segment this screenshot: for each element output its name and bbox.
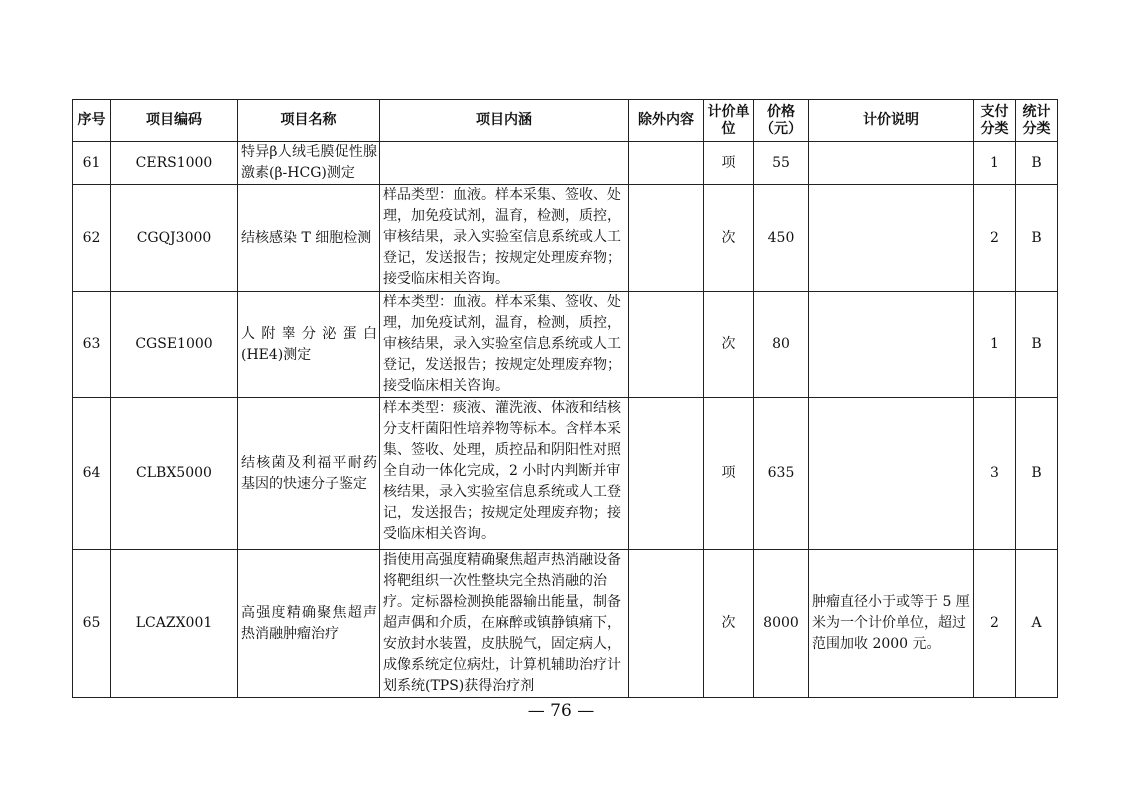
row-unit: 项	[704, 398, 754, 550]
header-exclusion: 除外内容	[629, 100, 704, 142]
row-content: 样本类型：痰液、灌洗液、体液和结核分支杆菌阳性培养物等标本。含样本采集、签收、处理，质控品和阴阳性对照全自动一体化完成，2 小时内判断并审核结果，录入实验室信息系统或人工登记，发送报告；按规定处理废弃物；接受临床相关咨询。	[380, 398, 629, 550]
row-code: CGSE1000	[111, 292, 238, 398]
table-row	[73, 185, 1058, 292]
price-table	[72, 99, 1058, 698]
table-row	[73, 398, 1058, 550]
row-price: 80	[754, 292, 809, 398]
row-payment-class: 3	[974, 398, 1016, 550]
row-stat-class: B	[1016, 185, 1058, 292]
row-exclusion	[629, 292, 704, 398]
row-name: 人附睾分泌蛋白(HE4)测定	[238, 292, 380, 398]
row-payment-class: 2	[974, 550, 1016, 698]
row-unit: 次	[704, 292, 754, 398]
row-unit: 次	[704, 185, 754, 292]
row-pricing-note: 肿瘤直径小于或等于 5 厘米为一个计价单位，超过范围加收 2000 元。	[809, 550, 974, 698]
row-pricing-note	[809, 142, 974, 185]
row-price: 8000	[754, 550, 809, 698]
row-seq: 64	[73, 398, 111, 550]
row-exclusion	[629, 550, 704, 698]
row-payment-class: 1	[974, 292, 1016, 398]
header-payment-class: 支付分类	[974, 100, 1016, 142]
row-code: CLBX5000	[111, 398, 238, 550]
row-price: 450	[754, 185, 809, 292]
header-row	[73, 100, 1058, 142]
row-exclusion	[629, 398, 704, 550]
row-seq: 62	[73, 185, 111, 292]
table-row	[73, 550, 1058, 698]
row-stat-class: B	[1016, 398, 1058, 550]
row-name: 高强度精确聚焦超声热消融肿瘤治疗	[238, 550, 380, 698]
row-seq: 65	[73, 550, 111, 698]
row-name: 特异β人绒毛膜促性腺激素(β-HCG)测定	[238, 142, 380, 185]
row-pricing-note	[809, 398, 974, 550]
row-content: 指使用高强度精确聚焦超声热消融设备将靶组织一次性整块完全热消融的治疗。定标器检测换能器输出能量，制备超声偶和介质，在麻醉或镇静镇痛下，安放封水装置，皮肤脱气，固定病人，成像系统定位病灶，计算机辅助治疗计划系统(TPS)获得治疗剂	[380, 550, 629, 698]
header-seq: 序号	[73, 100, 111, 142]
row-stat-class: B	[1016, 142, 1058, 185]
row-content: 样本类型：血液。样本采集、签收、处理，加免疫试剂，温育，检测，质控，审核结果，录入实验室信息系统或人工登记，发送报告；按规定处理废弃物；接受临床相关咨询。	[380, 292, 629, 398]
row-name: 结核感染 T 细胞检测	[238, 185, 380, 292]
row-unit: 项	[704, 142, 754, 185]
row-stat-class: B	[1016, 292, 1058, 398]
header-pricing-note: 计价说明	[809, 100, 974, 142]
table-row	[73, 292, 1058, 398]
row-pricing-note	[809, 292, 974, 398]
table-row	[73, 142, 1058, 185]
row-price: 635	[754, 398, 809, 550]
page-number: — 76 —	[527, 701, 595, 721]
row-unit: 次	[704, 550, 754, 698]
row-code: CERS1000	[111, 142, 238, 185]
header-name: 项目名称	[238, 100, 380, 142]
header-stat-class: 统计分类	[1016, 100, 1058, 142]
row-name: 结核菌及利福平耐药基因的快速分子鉴定	[238, 398, 380, 550]
row-payment-class: 2	[974, 185, 1016, 292]
row-stat-class: A	[1016, 550, 1058, 698]
row-seq: 63	[73, 292, 111, 398]
row-content: 样品类型：血液。样本采集、签收、处理，加免疫试剂，温育，检测，质控，审核结果，录入实验室信息系统或人工登记，发送报告；按规定处理废弃物；接受临床相关咨询。	[380, 185, 629, 292]
row-code: CGQJ3000	[111, 185, 238, 292]
header-content: 项目内涵	[380, 100, 629, 142]
header-unit: 计价单位	[704, 100, 754, 142]
row-content	[380, 142, 629, 185]
header-code: 项目编码	[111, 100, 238, 142]
row-payment-class: 1	[974, 142, 1016, 185]
row-price: 55	[754, 142, 809, 185]
row-seq: 61	[73, 142, 111, 185]
row-exclusion	[629, 185, 704, 292]
header-price: 价格（元）	[754, 100, 809, 142]
row-code: LCAZX001	[111, 550, 238, 698]
row-pricing-note	[809, 185, 974, 292]
row-exclusion	[629, 142, 704, 185]
